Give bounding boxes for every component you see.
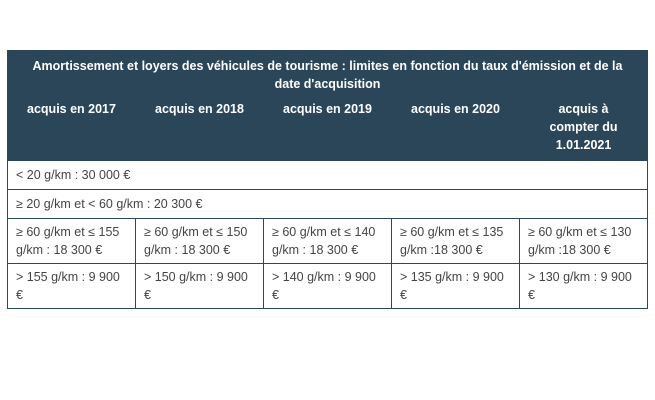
column-header-2017: acquis en 2017 xyxy=(8,98,136,161)
threshold-cell-2017: ≥ 60 g/km et ≤ 155 g/km : 18 300 € xyxy=(8,219,136,264)
table-row xyxy=(8,264,648,309)
table-header-row xyxy=(8,98,648,161)
column-header-2020: acquis en 2020 xyxy=(392,98,520,161)
table-title: Amortissement et loyers des véhicules de tourisme : limites en fonction du taux d'émission et de la date d'acquisition xyxy=(8,51,648,98)
row-20-60-cell: ≥ 20 g/km et < 60 g/km : 20 300 € xyxy=(8,190,648,219)
threshold-cell-2019: ≥ 60 g/km et ≤ 140 g/km : 18 300 € xyxy=(264,219,392,264)
amortization-table xyxy=(7,50,648,309)
above-cell-2018: > 150 g/km : 9 900 € xyxy=(136,264,264,309)
column-header-2018: acquis en 2018 xyxy=(136,98,264,161)
row-under-20-cell: < 20 g/km : 30 000 € xyxy=(8,161,648,190)
column-header-2021: acquis à compter du 1.01.2021 xyxy=(520,98,648,161)
threshold-cell-2020: ≥ 60 g/km et ≤ 135 g/km :18 300 € xyxy=(392,219,520,264)
amortization-table-container xyxy=(7,50,647,309)
table-title-row xyxy=(8,51,648,98)
above-cell-2019: > 140 g/km : 9 900 € xyxy=(264,264,392,309)
above-cell-2017: > 155 g/km : 9 900 € xyxy=(8,264,136,309)
table-row xyxy=(8,219,648,264)
above-cell-2020: > 135 g/km : 9 900 € xyxy=(392,264,520,309)
column-header-2019: acquis en 2019 xyxy=(264,98,392,161)
table-row xyxy=(8,161,648,190)
table-row xyxy=(8,190,648,219)
above-cell-2021: > 130 g/km : 9 900 € xyxy=(520,264,648,309)
threshold-cell-2021: ≥ 60 g/km et ≤ 130 g/km :18 300 € xyxy=(520,219,648,264)
threshold-cell-2018: ≥ 60 g/km et ≤ 150 g/km : 18 300 € xyxy=(136,219,264,264)
